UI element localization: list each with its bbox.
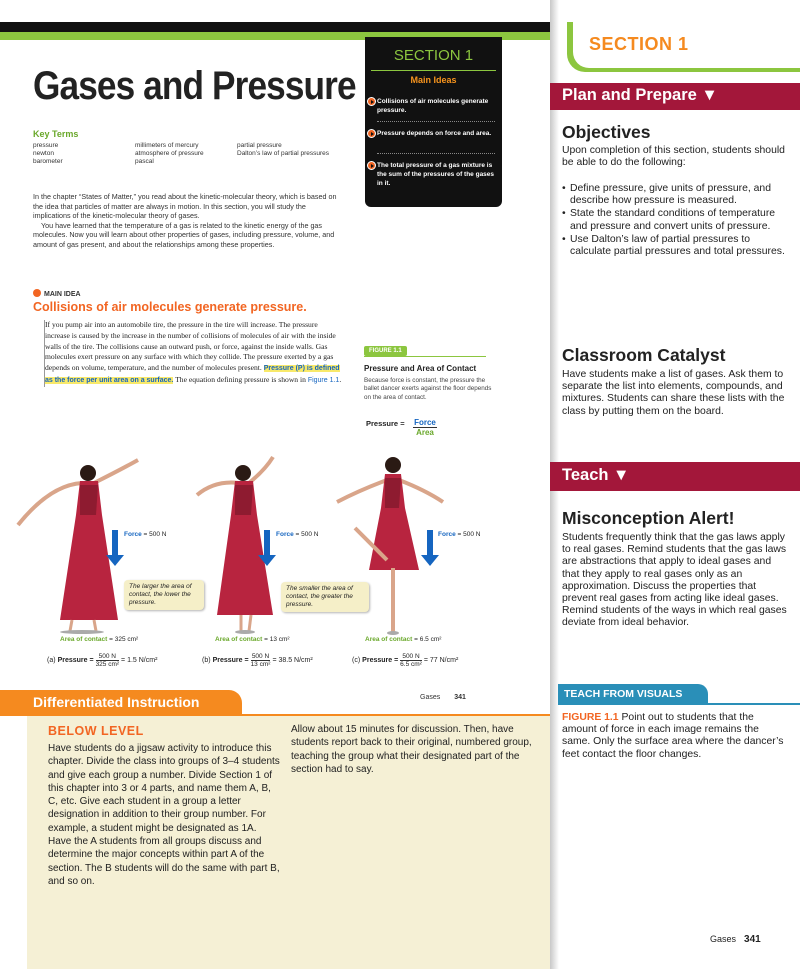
key-term: pressure [33,142,59,149]
contact-area-label: Area of contact = 6.5 cm² [365,636,442,643]
main-idea-item[interactable]: The total pressure of a gas mixture is the sum of the pressures of the gases in it. [377,161,495,189]
key-terms-list [33,142,333,165]
force-arrow-icon [112,530,118,556]
main-idea-heading: Collisions of air molecules generate pressure. [33,300,307,314]
pressure-equation-b: (b) Pressure = $\frac{500 N}{\text{13 cm²}}$ = 38.5 N/cm² [202,653,313,668]
main-idea-tag: MAIN IDEA [33,289,81,298]
intro-paragraph: In the chapter “States of Matter,” you read about the kinetic-molecular theory, which is based on the idea that particles of matter are always in motion. In this section, you will study the implications of the kinetic-molecular theory of gases. [33,192,337,221]
equation-numerator: Force [414,418,436,427]
main-idea-item[interactable]: Collisions of air molecules generate pressure. [377,97,495,115]
main-ideas-label: Main Ideas [410,75,457,85]
play-bullet-icon [367,129,376,138]
pressure-equation-c: (c) Pressure = $\frac{500 N}{\text{6.5 cm²}}$ = 77 N/cm² [352,653,459,668]
misconception-text: Students frequently think that the gas laws apply to real gases. Remind students that the gas laws are abstractions that apply to ideal gases and that they apply to real gases only as an approximation. Discuss the properties that prevent real gases from acting like ideal gases. Remind students of the ways in which real gases deviate from ideal behavior. [562,532,787,629]
force-label: Force = 500 N [124,531,167,538]
list-item: • Use Dalton’s law of partial pressures to calculate partial pressures and total pressures. [562,234,790,258]
key-term: Dalton’s law of partial pressures [237,150,330,157]
callout-b: The smaller the area of contact, the greater the pressure. [281,582,369,612]
plan-and-prepare-bar[interactable]: Plan and Prepare ▼ [550,83,800,110]
section-main-ideas-box [365,37,502,207]
list-item: • State the standard conditions of temperature and pressure and convert units of pressure. [562,208,790,232]
divider [558,703,800,705]
figure-badge: FIGURE 1.1 [364,346,407,356]
key-term: newton [33,150,54,157]
equation-denominator: Area [416,428,434,437]
equation-fraction: $\frac{500 N}{\text{325 cm²}}$ [95,653,120,668]
callout-a: The larger the area of contact, the lower the pressure. [124,580,204,610]
teach-from-visuals-text: FIGURE 1.1 Point out to students that the amount of force in each image remains the same. Only the surface area where the dancer’s feet contact the floor changes. [562,712,784,760]
key-term: atmosphere of pressure [135,150,204,157]
force-label: Force = 500 N [438,531,481,538]
objectives-list [562,183,790,259]
misconception-heading: Misconception Alert! [562,508,735,528]
key-term: millimeters of mercury [135,142,199,149]
divider [377,153,495,154]
teach-bar[interactable]: Teach ▼ [550,462,800,491]
section-tab: SECTION 1 [573,22,800,68]
definition-highlight: Pressure (P) is defined as the force per unit area on a surface. [45,365,340,384]
classroom-catalyst-text: Have students make a list of gases. Ask them to separate the list into elements, compounds, and mixtures. Students can share these lists with the class by putting them on the board. [562,369,785,417]
equation-fraction: $\frac{500 N}{\text{13 cm²}}$ [250,653,271,668]
body-paragraph: If you pump air into an automobile tire, the pressure in the tire will increase. The pressure increase is caused by the increase in the number of collisions of molecules of air with the inside walls of the tire. The collisions cause an outward push, or force, against the inside walls. Gas molecules exert pressure on any surface with which they collide. The pressure exerted by a gas depends on volume, temperature, and the number of molecules present. Pressure (P) is defined as the force per unit area on a surface. The equation defining pressure is shown in Figure 1.1. [44,320,342,387]
key-term: partial pressure [237,142,282,149]
dancer-illustration-a [10,455,140,635]
figure-title: Pressure and Area of Contact [364,364,477,373]
force-label: Force = 500 N [276,531,319,538]
top-black-bar [0,22,550,32]
below-level-text-continued: Allow about 15 minutes for discussion. Then, have students report back to their original, numbered group, teaching the group what their designated part of the section had to say. [291,724,532,775]
divider [364,356,486,357]
force-arrow-icon [264,530,270,556]
play-bullet-icon [367,97,376,106]
key-term [237,158,347,165]
contact-area-label: Area of contact = 13 cm² [215,636,290,643]
key-term: pascal [135,158,154,165]
main-idea-icon [33,289,41,297]
list-item: • Define pressure, give units of pressure, and describe how pressure is measured. [562,183,790,207]
figure-reference-link[interactable]: Figure 1.1 [307,376,340,384]
classroom-catalyst-heading: Classroom Catalyst [562,345,726,365]
play-bullet-icon [367,161,376,170]
differentiated-instruction-tab: Differentiated Instruction [0,690,242,716]
intro-text [33,192,343,250]
contact-area-label: Area of contact = 325 cm² [60,636,139,643]
key-term: barometer [33,158,63,165]
pressure-equation-fraction [413,418,437,437]
teach-from-visuals-tab: TEACH FROM VISUALS [558,684,708,704]
below-level-heading: BELOW LEVEL [48,724,144,738]
pressure-equation-a: (a) Pressure = $\frac{500 N}{\text{325 cm²}}$ = 1.5 N/cm² [47,653,158,668]
intro-paragraph: You have learned that the temperature of a gas is related to the kinetic energy of the gas molecules. Now you will learn about other properties of gases, including pressure, volume, and amount of gas present, and about the relationships among these properties. [33,220,335,249]
below-level-text: Have students do a jigsaw activity to introduce this chapter. Divide the class into groups of 3–4 students and give each group a number. Divide Section 1 of this chapter into 3 or 4 parts, and name them A, B, C, etc. Give each student in a group a letter designation in addition to their group number. For example, a student might be designated as 1A. Have the A students from all groups discuss and determine the major concepts within part A of the section. The B students will do the same with part B, and so on. [48,743,280,887]
key-terms-heading: Key Terms [33,129,79,139]
figure-caption: Because force is constant, the pressure the ballet dancer exerts against the floor depends on the area of contact. [364,377,492,401]
force-arrow-icon [427,530,433,556]
divider [377,121,495,122]
equation-fraction: $\frac{500 N}{\text{6.5 cm²}}$ [400,653,422,668]
objectives-heading: Objectives [562,122,651,142]
divider [371,70,496,71]
pressure-equation-label: Pressure = [366,419,405,428]
objectives-intro: Upon completion of this section, students should be able to do the following: [562,145,785,169]
main-idea-item[interactable]: Pressure depends on force and area. [377,129,495,138]
page-folio: Gases 341 [710,934,761,945]
student-page-footer: Gases 341 [420,694,466,701]
section-label: SECTION 1 [393,47,474,64]
page-title: Gases and Pressure [33,64,356,108]
